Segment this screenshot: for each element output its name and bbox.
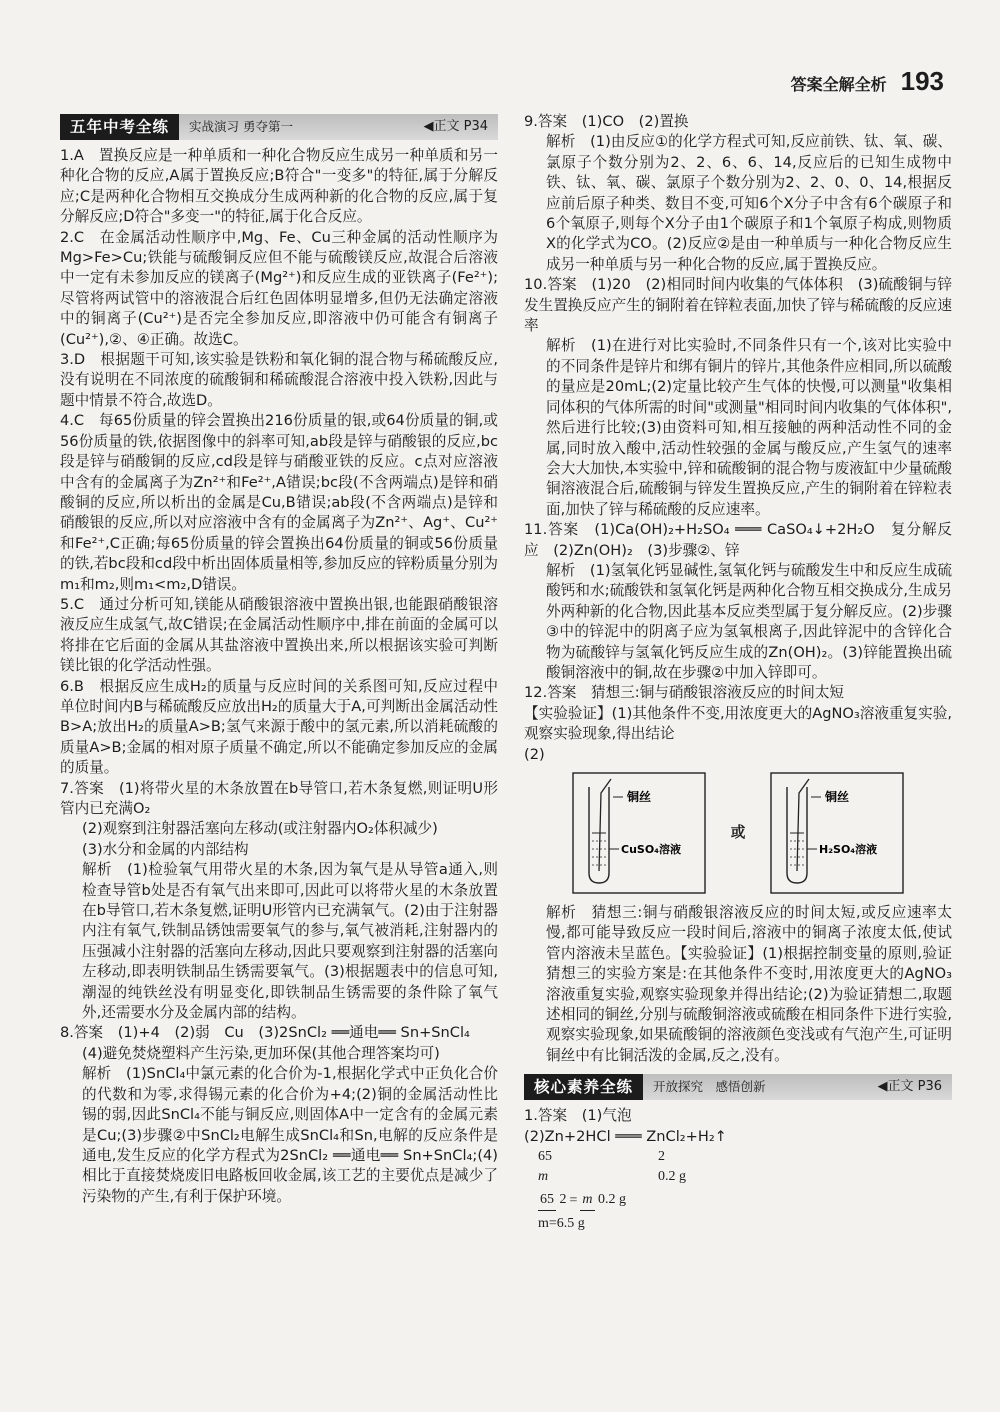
section-banner-five-year — [60, 114, 498, 140]
answer-10: 10.答案 (1)20 (2)相同时间内收集的气体体积 (3)硫酸铜与锌发生置换反应产生的铜附着在锌粒表面,加快了锌与稀硫酸的反应速率 — [524, 276, 952, 335]
figure-or-label: 或 — [730, 823, 746, 841]
calc-row-values — [538, 1167, 952, 1187]
page-number: 193 — [900, 66, 944, 96]
fraction-right-denominator: 0.2 g — [598, 1192, 627, 1208]
calc-result-text: m=6.5 g — [538, 1216, 585, 1232]
answer-7: 7.答案 (1)将带火星的木条放置在b导管口,若木条复燃,则证明U形管内已充满O₂ — [60, 779, 498, 817]
answer-8-part-4: (4)避免焚烧塑料产生污染,更加环保(其他合理答案均可) — [82, 1044, 440, 1062]
section-banner-core-literacy — [524, 1074, 952, 1100]
calc-h2-value: 0.2 g — [658, 1169, 686, 1185]
fraction-right — [580, 1190, 626, 1211]
analysis-9: 解析 (1)由反应①的化学方程式可知,反应前铁、钛、氧、碳、氯原子个数分别为2、2、6、6、14,反应后的已知生成物中铁、钛、氧、碳、氯原子个数分别为2、2、0、0、14,根据反应前后原子种类、数目不变,可知6个X分子中含有6个碳原子和6个氧原子,则每个X分子由1个碳原子和1个氧原子构成,则物质X的化学式为CO。(2)反应②是由一种单质与一种化合物反应生成另一种单质与另一种化合物的反应,属于置换反应。 — [546, 133, 952, 273]
left-column — [60, 112, 498, 1207]
experiment-verify: 【实验验证】(1)其他条件不变,用浓度更大的AgNO₃溶液重复实验,观察实验现象,得出结论 — [524, 704, 952, 743]
answer-7-part-3: (3)水分和金属的内部结构 — [82, 840, 249, 858]
answer-8: 8.答案 (1)+4 (2)弱 Cu (3)2SnCl₂ ══通电══ Sn+SnCl₄ — [60, 1024, 470, 1042]
test-tube-h2so4-diagram — [769, 771, 905, 895]
answer-11: 11.答案 (1)Ca(OH)₂+H₂SO₄ ═══ CaSO₄↓+2H₂O 复分解反应 (2)Zn(OH)₂ (3)步骤②、锌 — [524, 521, 952, 559]
answer-9: 9.答案 (1)CO (2)置换 — [524, 113, 689, 130]
fraction-right-numerator: m — [580, 1190, 594, 1211]
banner2-title: 核心素养全练 — [524, 1074, 643, 1100]
calc-proportion — [538, 1190, 952, 1211]
analysis-10: 解析 (1)在进行对比实验时,不同条件只有一个,该对比实验中的不同条件是锌片和绑有铜片的锌片,其他条件应相同,所以硫酸的量应是20mL;(2)定量比较产生气体的快慢,可以测量"收集相同体积的气体所需的时间"或测量"相同时间内收集的气体体积",然后进行比较;(3)由资料可知,相互接触的两种活动性不同的金属,同时放入酸中,活动性较强的金属与酸反应,产生氢气的速率会大大加快,本实验中,锌和硫酸铜的混合物与废液缸中少量硫酸铜溶液混合后,硫酸铜与锌发生置换反应,产生的铜附着在锌粒表面,加快了锌与稀硫酸的反应速率。 — [546, 337, 952, 518]
answer-6: 6.B 根据反应生成H₂的质量与反应时间的关系图可知,反应过程中单位时间内B与稀硫酸反应放出H₂的质量大于A,可判断出金属活动性B>A;放出H₂的质量A>B;氢气来源于酸中的氢元素,所以消耗硫酸的质量A>B;金属的相对原子质量不确定,所以不能确定参加反应的金属的质量。 — [60, 677, 498, 777]
right-wire-label: 铜丝 — [825, 790, 850, 804]
calc-m: m — [538, 1169, 549, 1185]
banner-reference: ◀正文 P34 — [423, 118, 488, 134]
fraction-left-numerator: 65 — [538, 1190, 556, 1211]
test-tube-cuso4-diagram — [571, 771, 707, 895]
experiment-part-2: (2) — [524, 745, 545, 763]
calc-result — [538, 1214, 952, 1234]
right-column — [524, 112, 952, 1234]
analysis-7: 解析 (1)检验氧气用带火星的木条,因为氧气是从导管a通入,则检查导管b处是否有氧气出来即可,因此可以将带火星的木条放置在b导管口,若木条复燃,证明U形管内已充满氧气。(2)由于注射器内注有氧气,铁制品锈蚀需要氧气的参与,氧气被消耗,注射器内的压强减小注射器的活塞向左移动,因此只要观察到注射器的活塞向左移动,即表明铁制品生锈需要氧气。(3)根据题表中的信息可知,潮湿的纯铁丝没有明显变化,即铁制品生锈需要的条件除了氧气外,还需要水分及金属内部的结构。 — [82, 861, 498, 1022]
test-tube-figure — [524, 771, 952, 895]
answer-1: 1.A 置换反应是一种单质和一种化合物反应生成另一种单质和另一种化合物的反应,A属于置换反应;B符合"一变多"的特征,属于分解反应;C是两种化合物相互交换成分生成两种新的化合物的反应,属于复分解反应;D符合"多变一"的特征,属于化合反应。 — [60, 147, 498, 226]
answer-12: 12.答案 猜想三:铜与硝酸银溶液反应的时间太短 — [524, 684, 845, 702]
answer-2: 2.C 在金属活动性顺序中,Mg、Fe、Cu三种金属的活动性顺序为Mg>Fe>Cu;铁能与硫酸铜反应但不能与硫酸镁反应,故混合后溶液中一定有未参加反应的镁离子(Mg²⁺)和反应生成的亚铁离子(Fe²⁺);尽管将两试管中的溶液混合后红色固体明显增多,但仍无法确定溶液中的铜离子(Cu²⁺)是否完全参加反应,即溶液中仍可能含有铜离子(Cu²⁺),②、④正确。故选C。 — [60, 228, 498, 348]
banner2-reference: ◀正文 P36 — [877, 1079, 942, 1095]
analysis-8: 解析 (1)SnCl₄中氯元素的化合价为-1,根据化学式中正负化合价的代数和为零,求得锡元素的化合价为+4;(2)铜的金属活动性比锡的弱,因此SnCl₄不能与铜反应,则固体A中一定含有的金属元素是Cu;(3)步骤②中SnCl₂电解生成SnCl₄和Sn,电解的反应条件是通电,发生反应的化学方程式为2SnCl₂ ══通电══ Sn+SnCl₄;(4)相比于直接焚烧废旧电路板回收金属,该工艺的主要优点是减少了污染物的产生,有利于保护环境。 — [82, 1065, 498, 1205]
equals-sign: = — [569, 1192, 578, 1208]
calc-row-ratio — [538, 1147, 952, 1167]
calc-h2-mass: 2 — [658, 1149, 665, 1165]
right-solution-label: H₂SO₄溶液 — [819, 843, 878, 856]
fraction-left-denominator: 2 — [559, 1192, 567, 1208]
calc-zn-mass: 65 — [538, 1149, 552, 1165]
core-equation: (2)Zn+2HCl ═══ ZnCl₂+H₂↑ — [524, 1127, 727, 1145]
analysis-12: 解析 猜想三:铜与硝酸银溶液反应的时间太短,或反应速率太慢,都可能导致反应一段时间后,溶液中的铜离子浓度太低,使试管内溶液未呈蓝色。【实验验证】(1)根据控制变量的原则,验证猜想三的实验方案是:在其他条件不变时,用浓度更大的AgNO₃溶液重复实验,观察实验现象并得出结论;(2)为验证猜想二,取题述相同的铜丝,分别与硫酸铜溶液或硫酸在相同条件下进行实验,观察实验现象,如果硫酸铜的溶液颜色变浅或有气泡产生,可证明铜丝中有比铜活泼的金属,反之,没有。 — [546, 904, 952, 1064]
banner2-subtitle: 开放探究 感悟创新 — [653, 1079, 766, 1095]
answer-7-part-2: (2)观察到注射器活塞向左移动(或注射器内O₂体积减少) — [82, 820, 438, 838]
answer-4: 4.C 每65份质量的锌会置换出216份质量的银,或64份质量的铜,或56份质量的铁,依据图像中的斜率可知,ab段是锌与硝酸银的反应,bc段是锌与硝酸铜的反应,cd段是锌与硝酸亚铁的反应。c点对应溶液中含有的金属离子为Zn²⁺和Fe²⁺,A错误;bc段(不含两端点)是锌和硝酸铜的反应,所以析出的金属是Cu,B错误;ab段(不含两端点)是锌和硝酸银的反应,所以对应溶液中含有的金属离子为Zn²⁺、Ag⁺、Cu²⁺和Fe²⁺,C正确;每65份质量的锌会置换出64份质量的铜或56份质量的铁,若bc段和cd段中析出固体质量相等,参加反应的锌粉质量分别为m₁和m₂,则m₁<m₂,D错误。 — [60, 412, 498, 593]
answer-3: 3.D 根据题干可知,该实验是铁粉和氧化铜的混合物与稀硫酸反应,没有说明在不同浓度的硫酸铜和稀硫酸混合溶液中投入铁粉,因此与题中情景不符合,故选D。 — [60, 351, 498, 409]
header-title: 答案全解全析 — [790, 75, 887, 94]
core-answer-1: 1.答案 (1)气泡 — [524, 1107, 632, 1125]
left-wire-label: 铜丝 — [626, 790, 651, 804]
fraction-left — [538, 1190, 567, 1211]
calculation-block — [538, 1147, 952, 1234]
left-solution-label: CuSO₄溶液 — [620, 843, 681, 856]
answer-5: 5.C 通过分析可知,镁能从硝酸银溶液中置换出银,也能跟硝酸银溶液反应生成氢气,故C错误;在金属活动性顺序中,排在前面的金属可以将排在它后面的金属从其盐溶液中置换出来,所以根据该实验可判断镁比银的化学活动性强。 — [60, 595, 498, 675]
banner-title: 五年中考全练 — [60, 114, 179, 140]
analysis-11: 解析 (1)氢氧化钙显碱性,氢氧化钙与硫酸发生中和反应生成硫酸钙和水;硫酸铁和氢氧化钙是两种化合物互相交换成分,生成另外两种新的化合物,因此基本反应类型属于复分解反应。(2)步骤③中的锌泥中的阴离子应为氢氧根离子,因此锌泥中的含锌化合物为硫酸锌与氢氧化钙反应生成的Zn(OH)₂。(3)锌能置换出硫酸铜溶液中的铜,故在步骤②中加入锌即可。 — [546, 561, 952, 681]
banner-subtitle: 实战演习 勇夺第一 — [189, 118, 293, 134]
page-header — [791, 66, 944, 96]
